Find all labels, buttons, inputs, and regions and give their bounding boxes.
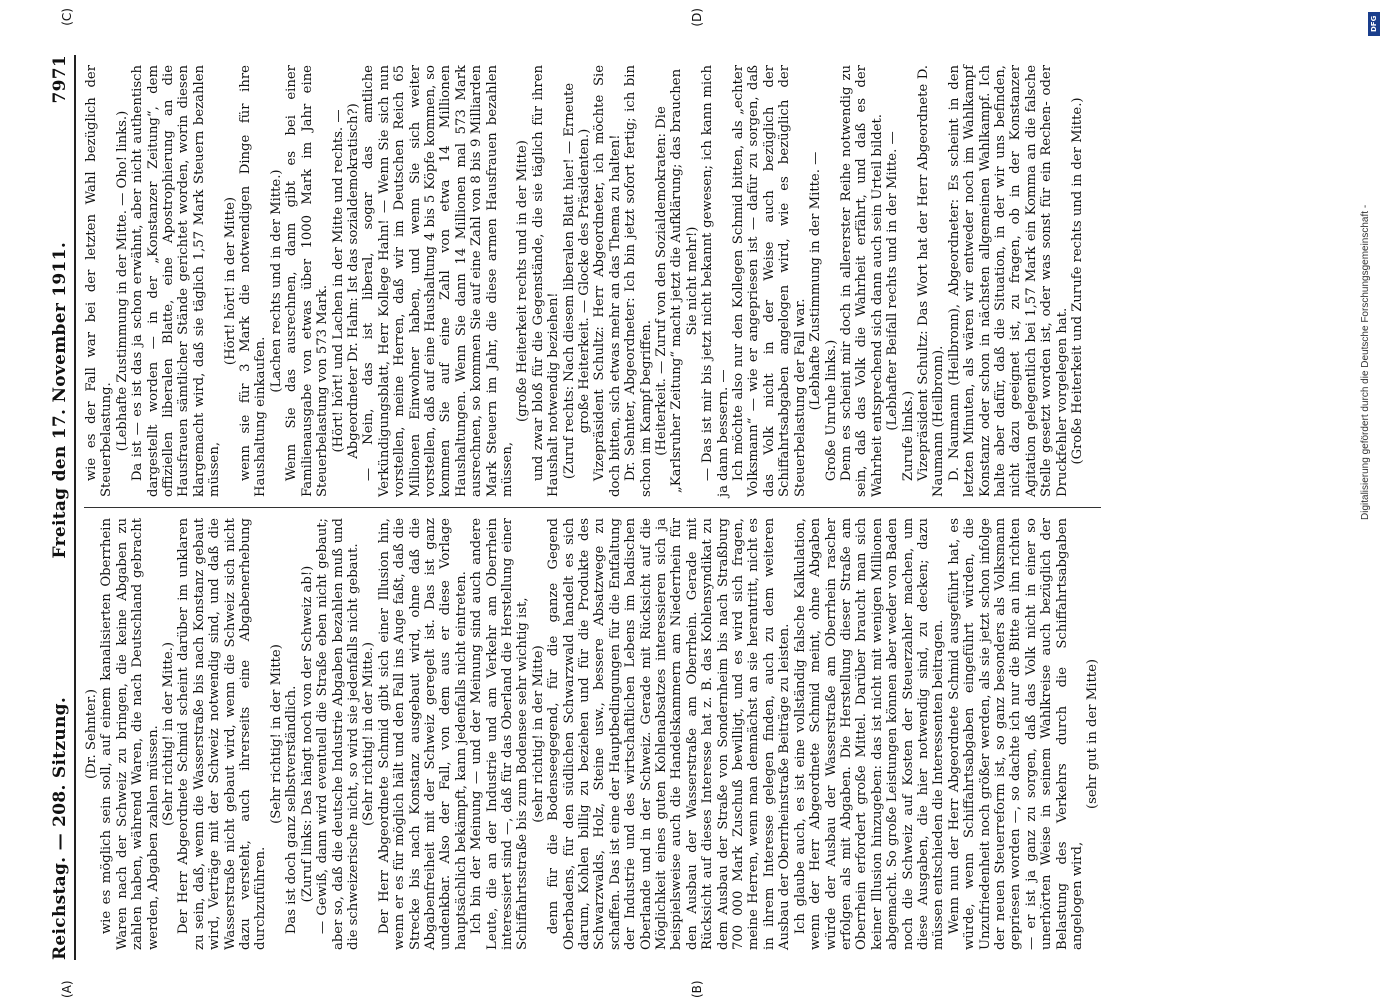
- paragraph: (Zuruf links: Das hängt noch von der Schweiz ab!): [299, 565, 315, 903]
- paragraph: (Zuruf rechts: Nach diesem liberalen Blatt hier! — Erneute große Heiterkeit. — Glocke des Präsidenten.): [561, 82, 592, 480]
- header-left: Reichstag. — 208. Sitzung.: [50, 696, 70, 960]
- margin-letter-b: (B): [690, 980, 704, 998]
- paragraph: (Lachen rechts und in der Mitte.): [268, 169, 284, 393]
- paragraph: — Das ist mir bis jetzt nicht bekannt gewesen; ich kann mich ja dann bessern. —: [700, 65, 731, 497]
- paragraph: denn für die Bodenseegegend, für die ganze Gegend Oberbadens, für den südlichen Schwarzwald handelt es sich darum, Kohlen billig zu beziehen und für die Produkte des Schwarzwalds, Holz, Steine usw., bessere Absatzwege zu schaffen. Das ist eine der Hauptbedingungen für die Entfaltung der Industrie und des wirtschaftlichen Lebens im badischen Oberlande und in der Schweiz. Gerade mit Rücksicht auf die Möglichkeit eines guten Kohlenabsatzes interessieren sich ja beispielsweise auch die Handelskammern am Niederrhein für den Ausbau der Wasserstraße am Oberrhein. Gerade mit Rücksicht auf dieses Interesse hat z. B. das Kohlensyndikat zu dem Ausbau der Straße von Sondernheim bis nach Straßburg 700 000 Mark Zuschuß bewilligt, und es wird sich fragen, meine Herren, wenn man demnächst an sie herantritt, nicht es in ihrem Interesse gelegen finden, auch zu dem weiteren Ausbau der Oberrheinstraße Beiträge zu leisten.: [546, 518, 793, 950]
- paragraph: und zwar bloß für die Gegenstände, die sie täglich für ihren Haushalt notwendig beziehen!: [530, 65, 562, 497]
- right-column: [84, 55, 1101, 507]
- paragraph: wenn sie für 3 Mark die notwendigen Dinge für ihre Haushaltung einkaufen.: [238, 65, 269, 497]
- paragraph: Ich möchte also nur den Kollegen Schmid bitten, als „echter Volksmann“ — wie er angepriesen ist — dafür zu sorgen, daß das Volk nicht in der Weise auch bezüglich der Schiffahrtsabgaben angelogen wird, wie es bezüglich der Steuerbelastung der Fall war.: [731, 65, 808, 497]
- paragraph: D. Naumann (Heilbronn), Abgeordneter: Es scheint in den letzten Minuten, als wären wir entweder noch im Wahlkampf Konstanz oder schon in nächsten allgemeinen Wahlkampf. Ich halte aber dafür, daß die Situation, in der wir uns befinden, nicht dazu geeignet ist, zu fragen, ob in der Konstanzer Agitation gelegentlich bei 1,57 Mark ein Komma an die falsche Stelle gesetzt worden ist, oder was sonst für ein Rechen- oder Druckfehler vorgelegen hat.: [946, 65, 1070, 497]
- paragraph: Zurufe links.): [900, 390, 916, 482]
- paragraph: Wenn Sie das ausrechnen, dann gibt es bei einer Familienausgabe von etwas über 1000 Mark im Jahr eine Steuerbelastung von 573 Mark.: [284, 65, 331, 497]
- text-columns: [84, 55, 1101, 960]
- paragraph: Vizepräsident Schultz: Das Wort hat der Herr Abgeordnete D. Naumann (Heilbronn).: [915, 65, 947, 497]
- paragraph: — Gewiß, dann wird eventuell die Straße eben nicht gebaut; aber so, daß die deutsche Industrie Abgaben bezahlen muß und die schweizerische nicht, so wird sie jedenfalls nicht gebaut.: [315, 518, 361, 950]
- paragraph: Ich glaube auch, es ist eine vollständig falsche Kalkulation, wenn der Herr Abgeordnete Schmid meint, ohne Abgaben würde der Ausbau der Wasserstraße am Oberrhein rascher erfolgen als mit Abgaben. Die Herstellung dieser Straße am Oberrhein erfordert große Mittel. Darüber braucht man sich keiner Illusion hinzugeben: das ist nicht mit wenigen Millionen abgemacht. So große Leistungen können aber weder von Baden noch die Schweiz auf Kosten der Steuerzahler machen, um diese Ausgaben, die hier notwendig sind, zu decken; dazu müssen entschieden die Interessenten beitragen.: [792, 518, 947, 950]
- margin-letter-a: (A): [60, 980, 74, 998]
- paragraph: (Große Heiterkeit und Zurufe rechts und in der Mitte.): [1070, 97, 1085, 465]
- page-header: [50, 55, 76, 960]
- paragraph: — Nein, das ist liberal, sogar das amtliche Verkündigungsblatt, Herr Kollege Hahn! — Wenn Sie sich nun vorstellen, meine Herren, daß wir im Deutschen Reich 65 Millionen Einwohner haben, und wenn Sie sich weiter vorstellen, daß auf eine Haushaltung 4 bis 5 Köpfe kommen, so kommen Sie auf eine Zahl von etwa 14 Millionen Haushaltungen. Wenn Sie dann 14 Millionen mal 573 Mark ausrechnen, so kommen Sie auf eine Zahl von 8 bis 9 Milliarden Mark Steuern im Jahr, die diese armen Hausfrauen bezahlen müssen,: [361, 65, 515, 497]
- paragraph: Wenn nun der Herr Abgeordnete Schmid ausgeführt hat, es würde, wenn Schiffahrtsabgaben eingeführt würden, die Unzufriedenheit noch größer werden, als sie jetzt schon infolge der neuen Steuerreform ist, so ganz besonders als Volksmann gepriesen worden —, so dachte ich nur die Bitte an ihn richten — er ist ja ganz zu sorgen, daß das Volk nicht in einer so unerhörten Weise in seinem Wahlkreise auch bezüglich der Belastung des Verkehrs durch die Schiffahrtsabgaben angelogen wird,: [946, 518, 1085, 950]
- dfg-logo: DFG: [1368, 12, 1380, 36]
- paragraph: Vizepräsident Schultz: Herr Abgeordneter, ich möchte Sie doch bitten, sich etwas mehr an das Thema zu halten!: [592, 65, 623, 497]
- paragraph: (Hört! hört! in der Mitte): [222, 196, 238, 366]
- paragraph: (Lebhafter Beifall rechts und in der Mitte. —: [885, 131, 901, 431]
- paragraph: Der Herr Abgeordnete Schmid scheint darüber im unklaren zu sein, daß, wenn die Wasserstraße bis nach Konstanz gebaut wird, Verträge mit der Schweiz notwendig sind, und daß die Wasserstraße nicht gebaut wird, wenn die Schweiz sich nicht dazu versteht, auch ihrerseits eine Abgabenerhebung durchzuführen.: [176, 518, 269, 950]
- left-column: [84, 507, 1101, 960]
- paragraph: Da ist — es ist das ja schon erwähnt, aber nicht authentisch dargestellt worden — in der „Konstanzer Zeitung“, dem offiziellen liberalen Blatte, eine Apostrophierung an die Hausfrauen sämtlicher Stände gerichtet worden, worin diesen klargemacht wird, daß sie täglich 1,57 Mark Steuern bezahlen müssen,: [130, 65, 223, 497]
- paragraph: (Lebhafte Zustimmung in der Mitte. — Oho! links.): [114, 110, 130, 452]
- paragraph: (Sehr richtig! in der Mitte.): [161, 642, 177, 826]
- paragraph: (Hört! hört! und Lachen in der Mitte und rechts. — Abgeordneter Dr. Hahn: Ist das sozialdemokratisch?): [330, 103, 361, 459]
- paragraph: (große Heiterkeit rechts und in der Mitte): [515, 140, 531, 422]
- header-center: Freitag den 17. November 1911.: [50, 241, 70, 559]
- paragraph: (Sehr richtig! in der Mitte): [268, 644, 284, 824]
- paragraph: Das ist doch ganz selbstverständlich.: [284, 685, 300, 935]
- paragraph: Denn es scheint mir doch in allererster Reihe notwendig zu sein, daß das Volk die Wahrheit erfährt, und daß es der Wahrheit entsprechend sich dann auch sein Urteil bildet.: [838, 65, 885, 497]
- digitization-note: Digitalisierung gefördert durch die Deutsche Forschungsgemeinschaft -: [1360, 204, 1371, 520]
- margin-letter-d: (D): [690, 8, 704, 27]
- paragraph: (Dr. Sehnter.): [84, 688, 99, 780]
- page-number: 7971: [50, 55, 70, 104]
- paragraph: Ich bin der Meinung — und der Meinung sind auch andere Leute, die an der Industrie und am Verkehr am Oberrhein interessiert sind —, daß für das Oberland die Herstellung einer Schiffahrtsstraße bis zum Bodensee sehr wichtig ist,: [469, 518, 531, 950]
- paragraph: (Heiterkeit. — Zuruf von den Sozialdemokraten: Die „Karlsruher Zeitung“ macht jetzt die Aufklärung; das brauchen Sie nicht mehr!): [654, 68, 700, 494]
- paragraph: wie es möglich sein soll, auf einem kanalisierten Oberrhein Waren nach der Schweiz zu bringen, die keine Abgaben zu zahlen haben, während Waren, die nach Deutschland gebracht werden, Abgaben zahlen müssen.: [99, 518, 161, 950]
- paragraph: Der Herr Abgeordnete Schmid gibt sich einer Illusion hin, wenn er es für möglich hält und den Fall ins Auge faßt, daß die Strecke bis nach Konstanz ausgebaut wird, ohne daß die Abgabenfreiheit mit der Schweiz geregelt ist. Das ist ganz undenkbar. Also der Fall, von dem aus er diese Vorlage hauptsächlich bekämpft, kann jedenfalls nicht eintreten.: [376, 518, 469, 950]
- paragraph: (Sehr richtig! in der Mitte.): [361, 642, 377, 826]
- paragraph: Große Unruhe links.): [823, 339, 839, 482]
- paragraph: (Lebhafte Zustimmung in der Mitte. —: [808, 151, 824, 411]
- paragraph: (sehr gut in der Mitte): [1085, 658, 1101, 810]
- paragraph: (sehr richtig! in der Mitte): [530, 645, 546, 823]
- paragraph: wie es der Fall war bei der letzten Wahl bezüglich der Steuerbelastung.: [84, 65, 115, 497]
- margin-letter-c: (C): [60, 8, 74, 26]
- paragraph: Dr. Sehnter, Abgeordneter: Ich bin jetzt sofort fertig; ich bin schon im Kampf begriffen.: [623, 65, 654, 497]
